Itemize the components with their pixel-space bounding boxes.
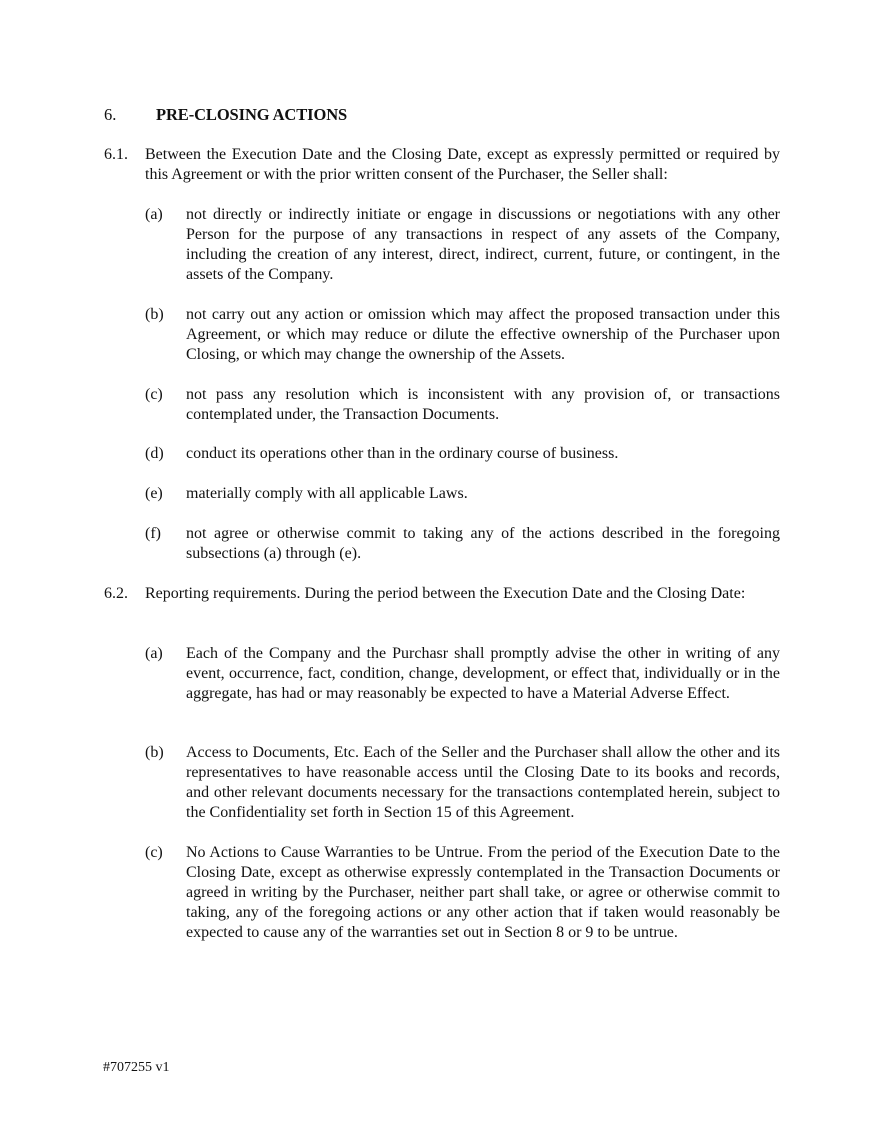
clause-6-1-item-b xyxy=(145,305,780,365)
item-label: (c) xyxy=(145,844,163,861)
clause-6-2-item-b xyxy=(145,743,780,823)
item-label: (b) xyxy=(145,744,164,761)
item-text: not carry out any action or omission which may affect the proposed transaction under this Agreement, or which may reduce or dilute the effective ownership of the Purchaser upon Closing, or which may change the ownership of the Assets. xyxy=(186,306,780,363)
clause-6-2-item-c xyxy=(145,843,780,943)
item-text: not agree or otherwise commit to taking any of the actions described in the foregoing subsections (a) through (e). xyxy=(186,525,780,562)
item-label: (b) xyxy=(145,306,164,323)
clause-6-2-item-a xyxy=(145,644,780,704)
section-number: 6. xyxy=(104,105,117,124)
clause-6-1-item-a xyxy=(145,205,780,285)
item-label: (d) xyxy=(145,445,164,462)
clause-number: 6.2. xyxy=(104,585,128,602)
item-label: (a) xyxy=(145,206,163,223)
item-text: materially comply with all applicable Laws. xyxy=(186,485,468,502)
item-label: (f) xyxy=(145,525,161,542)
clause-6-1-item-c xyxy=(145,385,780,425)
item-label: (c) xyxy=(145,386,163,403)
clause-6-2 xyxy=(104,584,780,604)
item-text: Access to Documents, Etc. Each of the Seller and the Purchaser shall allow the other and its representatives to have reasonable access until the Closing Date to its books and records, and other relevant documents necessary for the transactions contemplated herein, subject to the Confidentiality set forth in Section 15 of this Agreement. xyxy=(186,744,780,821)
clause-6-1-item-e xyxy=(145,484,780,504)
item-text: not directly or indirectly initiate or engage in discussions or negotiations with any other Person for the purpose of any transactions in respect of any assets of the Company, including the creation of any interest, direct, indirect, current, future, or contingent, in the assets of the Company. xyxy=(186,206,780,283)
section-title: PRE-CLOSING ACTIONS xyxy=(156,105,348,124)
clause-number: 6.1. xyxy=(104,146,128,163)
item-label: (e) xyxy=(145,485,163,502)
item-text: Each of the Company and the Purchasr shall promptly advise the other in writing of any event, occurrence, fact, condition, change, development, or effect that, individually or in the aggregate, has had or may reasonably be expected to have a Material Adverse Effect. xyxy=(186,645,780,702)
clause-6-1-item-d xyxy=(145,444,780,464)
item-label: (a) xyxy=(145,645,163,662)
document-id-footer: #707255 v1 xyxy=(103,1060,170,1075)
clause-6-1 xyxy=(104,145,780,185)
item-text: No Actions to Cause Warranties to be Untrue. From the period of the Execution Date to the Closing Date, except as otherwise expressly contemplated in the Transaction Documents or agreed in writing by the Purchaser, neither part shall take, or agree or otherwise commit to taking, any of the foregoing actions or any other action that if taken would reasonably be expected to cause any of the warranties set out in Section 8 or 9 to be untrue. xyxy=(186,844,780,941)
clause-text: Reporting requirements. During the period between the Execution Date and the Closing Date: xyxy=(145,585,746,602)
item-text: not pass any resolution which is inconsistent with any provision of, or transactions contemplated under, the Transaction Documents. xyxy=(186,386,780,423)
clause-6-1-item-f xyxy=(145,524,780,564)
item-text: conduct its operations other than in the ordinary course of business. xyxy=(186,445,619,462)
clause-text: Between the Execution Date and the Closing Date, except as expressly permitted or required by this Agreement or with the prior written consent of the Purchaser, the Seller shall: xyxy=(145,146,780,183)
